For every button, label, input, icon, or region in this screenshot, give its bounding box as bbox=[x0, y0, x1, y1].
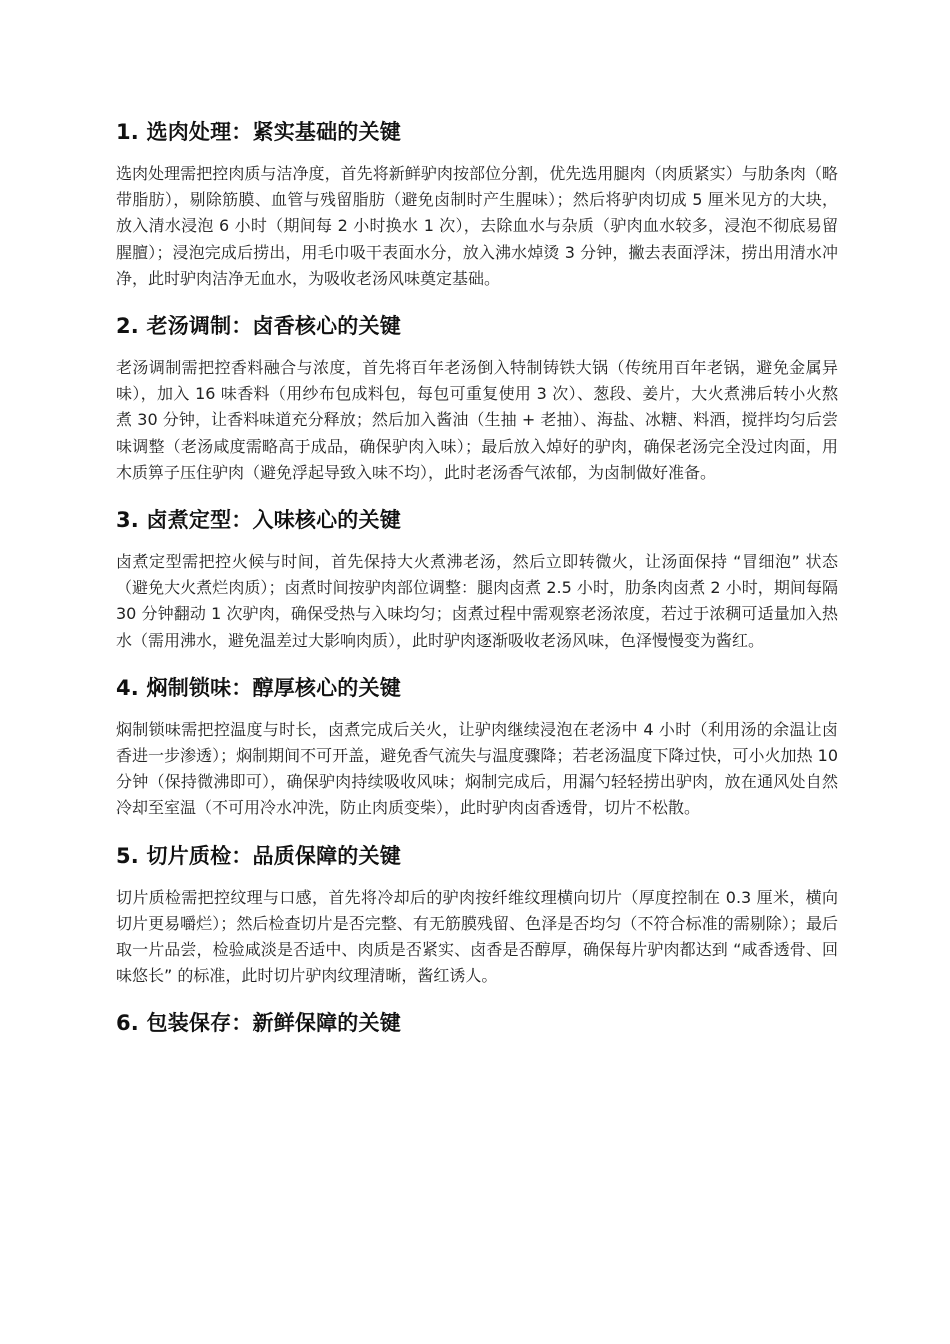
section-title: 5. 切片质检：品质保障的关键 bbox=[116, 843, 401, 868]
section-title: 1. 选肉处理：紧实基础的关键 bbox=[116, 120, 401, 144]
section-paragraph: 选肉处理需把控肉质与洁净度，首先将新鲜驴肉按部位分割，优先选用腿肉（肉质紧实）与肋条肉（略带脂肪），剔除筋膜、血管与残留脂肪（避免卤制时产生腥味）；然后将驴肉切成 5 厘米见方的大块，放入清水浸泡 6 小时（期间每 2 小时换水 1 次），去除血水与杂质（驴肉血水较多，浸泡不彻底易留腥膻）；浸泡完成后捞出，用毛巾吸干表面水分，放入沸水焯烫 3 分钟，撇去表面浮沫，捞出用清水冲净，此时驴肉洁净无血水，为吸收老汤风味奠定基础。 bbox=[116, 164, 838, 288]
section-paragraph: 焖制锁味需把控温度与时长，卤煮完成后关火，让驴肉继续浸泡在老汤中 4 小时（利用汤的余温让卤香进一步渗透）；焖制期间不可开盖，避免香气流失与温度骤降；若老汤温度下降过快，可小火加热 10 分钟（保持微沸即可），确保驴肉持续吸收风味；焖制完成后，用漏勺轻轻捞出驴肉，放在通风处自然冷却至室温（不可用冷水冲洗，防止肉质变柴），此时驴肉卤香透骨，切片不松散。 bbox=[116, 719, 838, 818]
section-paragraph: 老汤调制需把控香料融合与浓度，首先将百年老汤倒入特制铸铁大锅（传统用百年老锅，避免金属异味），加入 16 味香料（用纱布包成料包，每包可重复使用 3 次）、葱段、姜片，大火煮沸后转小火熬煮 30 分钟，让香料味道充分释放；然后加入酱油（生抽 + 老抽）、海盐、冰糖、料酒，搅拌均匀后尝味调整（老汤咸度需略高于成品，确保驴肉入味）；最后放入焯好的驴肉，确保老汤完全没过肉面，用木质箅子压住驴肉（避免浮起导致入味不均），此时老汤香气浓郁，为卤制做好准备。 bbox=[116, 358, 838, 482]
section-select-meat bbox=[116, 118, 838, 292]
section-title: 6. 包装保存：新鲜保障的关键 bbox=[116, 1011, 401, 1036]
section-paragraph: 卤煮定型需把控火候与时间，首先保持大火煮沸老汤，然后立即转微火，让汤面保持 “冒细泡” 状态（避免大火煮烂肉质）；卤煮时间按驴肉部位调整：腿肉卤煮 2.5 小时，肋条肉卤煮 2 小时，期间每隔 30 分钟翻动 1 次驴肉，确保受热与入味均匀；卤煮过程中需观察老汤浓度，若过于浓稠可适量加入热水（需用沸水，避免温差过大影响肉质），此时驴肉逐渐吸收老汤风味，色泽慢慢变为酱红。 bbox=[116, 552, 838, 650]
section-slice-inspect bbox=[116, 842, 838, 990]
section-title: 3. 卤煮定型：入味核心的关键 bbox=[116, 508, 401, 533]
section-simmer-lock bbox=[116, 674, 838, 822]
section-old-broth bbox=[116, 312, 838, 486]
section-paragraph: 切片质检需把控纹理与口感，首先将冷却后的驴肉按纤维纹理横向切片（厚度控制在 0.3 厘米，横向切片更易嚼烂）；然后检查切片是否完整、有无筋膜残留、色泽是否均匀（不符合标准的需剔除）；最后取一片品尝，检验咸淡是否适中、肉质是否紧实、卤香是否醇厚，确保每片驴肉都达到 “咸香透骨、回味悠长” 的标准，此时切片驴肉纹理清晰，酱红诱人。 bbox=[116, 887, 838, 986]
section-title: 4. 焖制锁味：醇厚核心的关键 bbox=[116, 675, 401, 700]
section-packaging bbox=[116, 1009, 838, 1037]
section-braise-shape bbox=[116, 506, 838, 654]
section-title: 2. 老汤调制：卤香核心的关键 bbox=[116, 314, 401, 339]
